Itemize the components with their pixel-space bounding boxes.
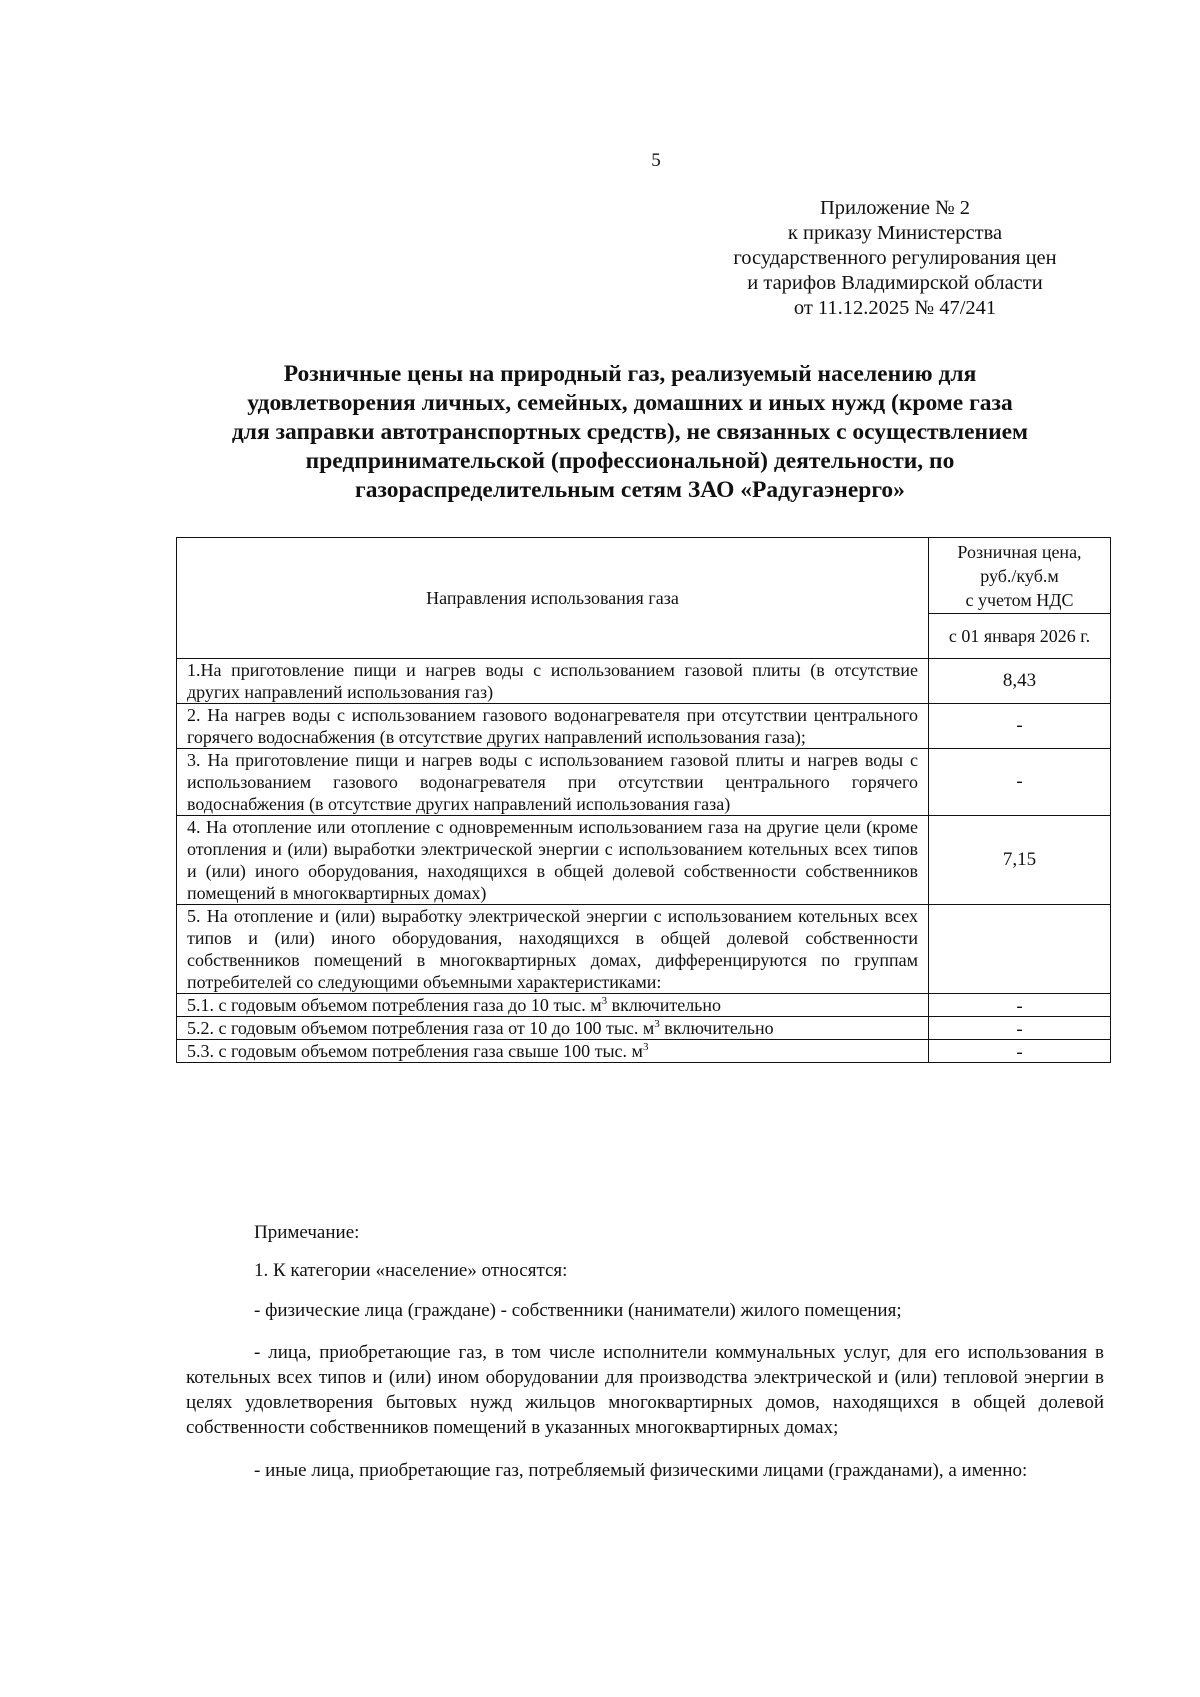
title-line: газораспределительным сетям ЗАО «Радугаэнерго»: [355, 477, 905, 503]
header-price-line: с учетом НДС: [965, 589, 1074, 610]
row-description: 1.На приготовление пищи и нагрев воды с использованием газовой плиты (в отсутствие других направлений использования газ): [177, 659, 929, 704]
row-price: 7,15: [929, 816, 1111, 905]
subrow-suffix: включительно: [659, 1018, 774, 1038]
row-price: 8,43: [929, 659, 1111, 704]
tariff-table: [176, 537, 1111, 1063]
table-row: [177, 749, 1111, 816]
notes-title: Примечание:: [254, 1222, 360, 1243]
appendix-line: государственного регулирования цен: [733, 247, 1057, 269]
unit-superscript: 3: [642, 1041, 649, 1053]
note-bullet: - физические лица (граждане) - собственники (наниматели) жилого помещения;: [254, 1300, 902, 1321]
document-title: [190, 360, 1070, 505]
table-header-row: [177, 538, 1111, 614]
subrow-price: -: [929, 1017, 1111, 1040]
subrow-price: -: [929, 1040, 1111, 1063]
subrow-description: [177, 1017, 929, 1040]
subrow-text: 5.1. с годовым объемом потребления газа до 10 тыс. м: [187, 995, 602, 1015]
note-bullet: - лица, приобретающие газ, в том числе исполнители коммунальных услуг, для его использования в котельных всех типов и (или) ином оборудовании для производства электрической и (или) тепловой энергии в целях удовлетворения бытовых нужд жильцов многоквартирных домов, находящихся в общей долевой собственности собственников помещений в указанных многоквартирных домах;: [186, 1342, 1104, 1438]
subrow-text: 5.2. с годовым объемом потребления газа от 10 до 100 тыс. м: [187, 1018, 655, 1038]
table-subrow: [177, 1017, 1111, 1040]
title-line: предпринимательской (профессиональной) деятельности, по: [305, 448, 955, 474]
subrow-suffix: включительно: [607, 995, 722, 1015]
title-line: для заправки автотранспортных средств), не связанных с осуществлением: [231, 419, 1029, 445]
header-price: [929, 538, 1111, 614]
appendix-line: и тарифов Владимирской области: [747, 272, 1043, 294]
subrow-description: [177, 1040, 929, 1063]
table-subrow: [177, 994, 1111, 1017]
table-row: [177, 659, 1111, 704]
row-description: 5. На отопление и (или) выработку электрической энергии с использованием котельных всех типов и (или) иного оборудования, находящихся в общей долевой собственности собственников помещений в многоквартирных домах, дифференцируются по группам потребителей со следующими объемными характеристиками:: [177, 905, 929, 994]
appendix-line: от 11.12.2025 № 47/241: [793, 297, 997, 319]
row-description: 3. На приготовление пищи и нагрев воды с использованием газовой плиты и нагрев воды с использованием газового водонагревателя при отсутствии центрального горячего водоснабжения (в отсутствие других направлений использования газа): [177, 749, 929, 816]
subrow-price: -: [929, 994, 1111, 1017]
appendix-line: к приказу Министерства: [787, 222, 1003, 244]
row-price: [929, 905, 1111, 994]
subrow-description: [177, 994, 929, 1017]
note-bullet: - иные лица, приобретающие газ, потребляемый физическими лицами (гражданами), а именно:: [254, 1460, 1028, 1481]
table-row: [177, 816, 1111, 905]
header-date: с 01 января 2026 г.: [929, 614, 1111, 659]
appendix-block: [690, 196, 1100, 321]
title-line: Розничные цены на природный газ, реализуемый населению для: [283, 361, 977, 387]
page-number: 5: [651, 150, 661, 171]
table-subrow: [177, 1040, 1111, 1063]
table-row: [177, 704, 1111, 749]
title-line: удовлетворения личных, семейных, домашних и иных нужд (кроме газа: [247, 390, 1013, 416]
row-description: 2. На нагрев воды с использованием газового водонагревателя при отсутствии центрального горячего водоснабжения (в отсутствие других направлений использования газа);: [177, 704, 929, 749]
unit-superscript: 3: [601, 995, 608, 1007]
header-price-line: Розничная цена,: [957, 541, 1082, 562]
table-row: [177, 905, 1111, 994]
note-item: 1. К категории «население» относятся:: [254, 1260, 568, 1281]
row-description: 4. На отопление или отопление с одновременным использованием газа на другие цели (кроме отопления и (или) выработки электрической энергии с использованием котельных всех типов и (или) иного оборудования, находящихся в общей долевой собственности собственников помещений в многоквартирных домах): [177, 816, 929, 905]
row-price: -: [929, 749, 1111, 816]
subrow-text: 5.3. с годовым объемом потребления газа свыше 100 тыс. м: [187, 1041, 643, 1061]
appendix-line: Приложение № 2: [819, 197, 971, 219]
header-price-line: руб./куб.м: [980, 565, 1059, 586]
row-price: -: [929, 704, 1111, 749]
notes-block: [186, 1222, 1104, 1483]
unit-superscript: 3: [654, 1018, 660, 1030]
header-direction: Направления использования газа: [177, 538, 929, 659]
